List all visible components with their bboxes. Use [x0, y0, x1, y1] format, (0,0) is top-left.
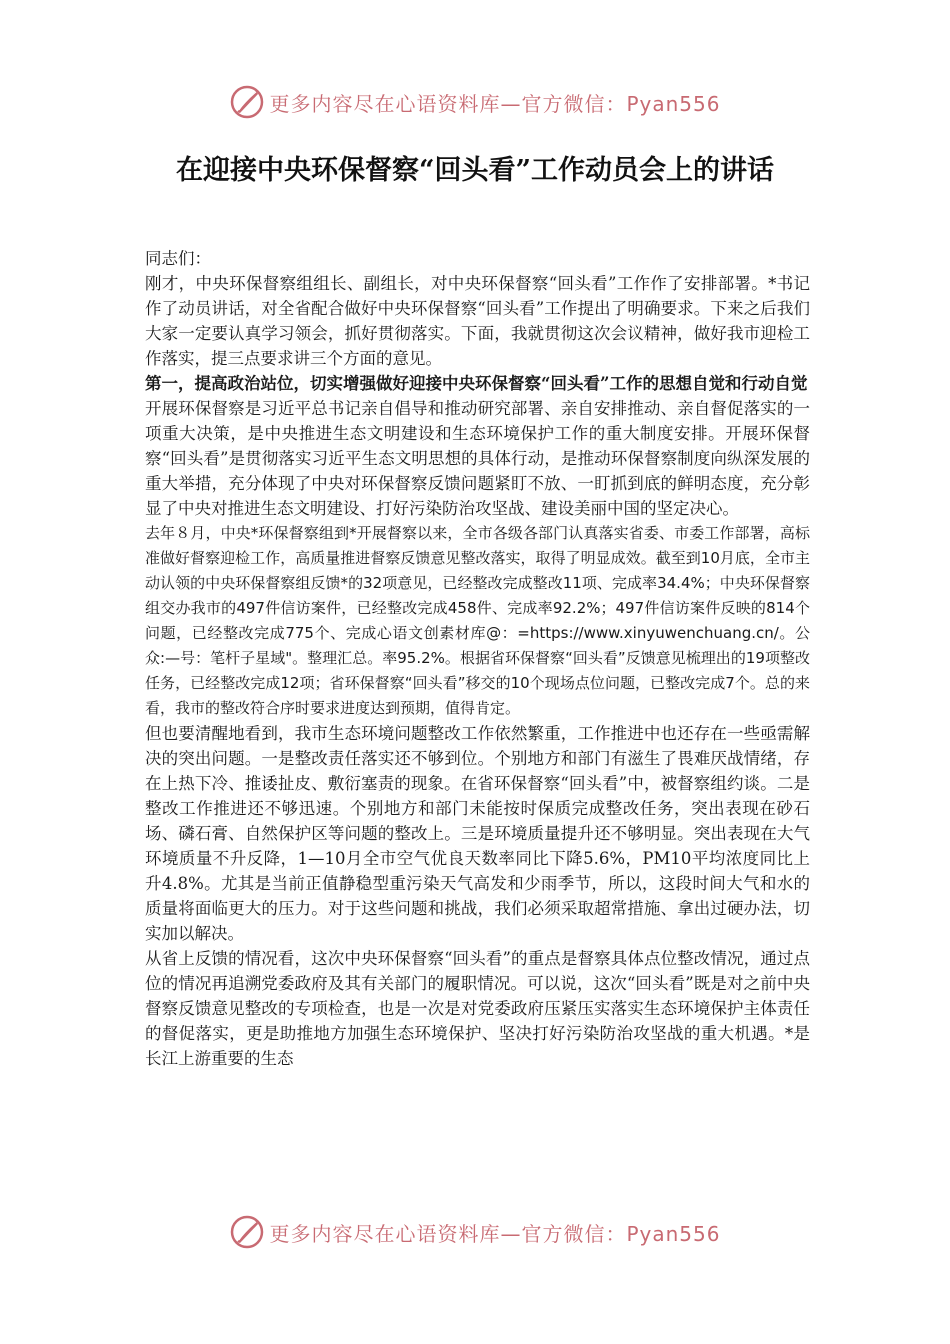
paragraph-intro: 刚才，中央环保督察组组长、副组长，对中央环保督察“回头看”工作作了安排部署。*书记作了动员讲话，对全省配合做好中央环保督察“回头看”工作提出了明确要求。下来之后我们大家一定要认真学习领会，抓好贯彻落实。下面，我就贯彻这次会议精神，做好我市迎检工作落实，提三点要求讲三个方面的意见。: [145, 274, 810, 368]
page-title: 在迎接中央环保督察“回头看”工作动员会上的讲话: [175, 155, 775, 186]
watermark-text: 更多内容尽在心语资料库—官方微信：Pyan556: [269, 91, 721, 116]
document-body: [145, 246, 810, 1071]
paragraph: 但也要清醒地看到，我市生态环境问题整改工作依然繁重，工作推进中也还存在一些亟需解决的突出问题。一是整改责任落实还不够到位。个别地方和部门有滋生了畏难厌战情绪，存在上热下冷、推诿扯皮、敷衍塞责的现象。在省环保督察“回头看”中，被督察组约谈。二是整改工作推进还不够迅速。个别地方和部门未能按时保质完成整改任务，突出表现在砂石场、磷石膏、自然保护区等问题的整改上。三是环境质量提升还不够明显。突出表现在大气环境质量不升反降，1—10月全市空气优良天数率同比下降5.6%，PM10平均浓度同比上升4.8%。尤其是当前正值静稳型重污染天气高发和少雨季节，所以，这段时间大气和水的质量将面临更大的压力。对于这些问题和挑战，我们必须采取超常措施、拿出过硬办法，切实加以解决。: [145, 724, 810, 943]
watermark-banner-bottom: [0, 1210, 950, 1254]
paragraph: 从省上反馈的情况看，这次中央环保督察“回头看”的重点是督察具体点位整改情况，通过点位的情况再追溯党委政府及其有关部门的履职情况。可以说，这次“回头看”既是对之前中央督察反馈意见整改的专项检查，也是一次是对党委政府压紧压实落实生态环境保护主体责任的督促落实，更是助推地方加强生态环境保护、坚决打好污染防治攻坚战的重大机遇。*是长江上游重要的生态: [145, 949, 810, 1068]
paragraph-progress: 去年８月，中央*环保督察组到*开展督察以来，全市各级各部门认真落实省委、市委工作部署，高标准做好督察迎检工作，高质量推进督察反馈意见整改落实，取得了明显成效。截至到10月底，全市主动认领的中央环保督察组反馈*的32项意见，已经整改完成整改11项、完成率34.4%；中央环保督察组交办我市的497件信访案件，已经整改完成458件、完成率92.2%；497件信访案件反映的814个问题，已经整改完成775个、完成心语文创素材库@：=https://www.xinyuwenchuang.cn/。公众:—号：笔杆子星域"。整理汇总。率95.2%。根据省环保督察“回头看”反馈意见梳理出的19项整改任务，已经整改完成12项；省环保督察“回头看”移交的10个现场点位问题，已整改完成7个。总的来看，我市的整改符合序时要求进度达到预期，值得肯定。: [145, 524, 810, 717]
section-heading-1: 第一，提高政治站位，切实增强做好迎接中央环保督察“回头看”工作的思想自觉和行动自觉: [145, 374, 808, 393]
watermark-text: 更多内容尽在心语资料库—官方微信：Pyan556: [269, 1221, 721, 1246]
salutation: 同志们：: [145, 249, 211, 268]
quill-logo-icon: [229, 84, 265, 120]
watermark-banner-top: [0, 80, 950, 124]
paragraph: 开展环保督察是习近平总书记亲自倡导和推动研究部署、亲自安排推动、亲自督促落实的一项重大决策，是中央推进生态文明建设和生态环境保护工作的重大制度安排。开展环保督察“回头看”是贯彻落实习近平生态文明思想的具体行动，是推动环保督察制度向纵深发展的重大举措，充分体现了中央对环保督察反馈问题紧盯不放、一盯抓到底的鲜明态度，充分彰显了中央对推进生态文明建设、打好污染防治攻坚战、建设美丽中国的坚定决心。: [145, 399, 810, 518]
quill-logo-icon: [229, 1214, 265, 1250]
